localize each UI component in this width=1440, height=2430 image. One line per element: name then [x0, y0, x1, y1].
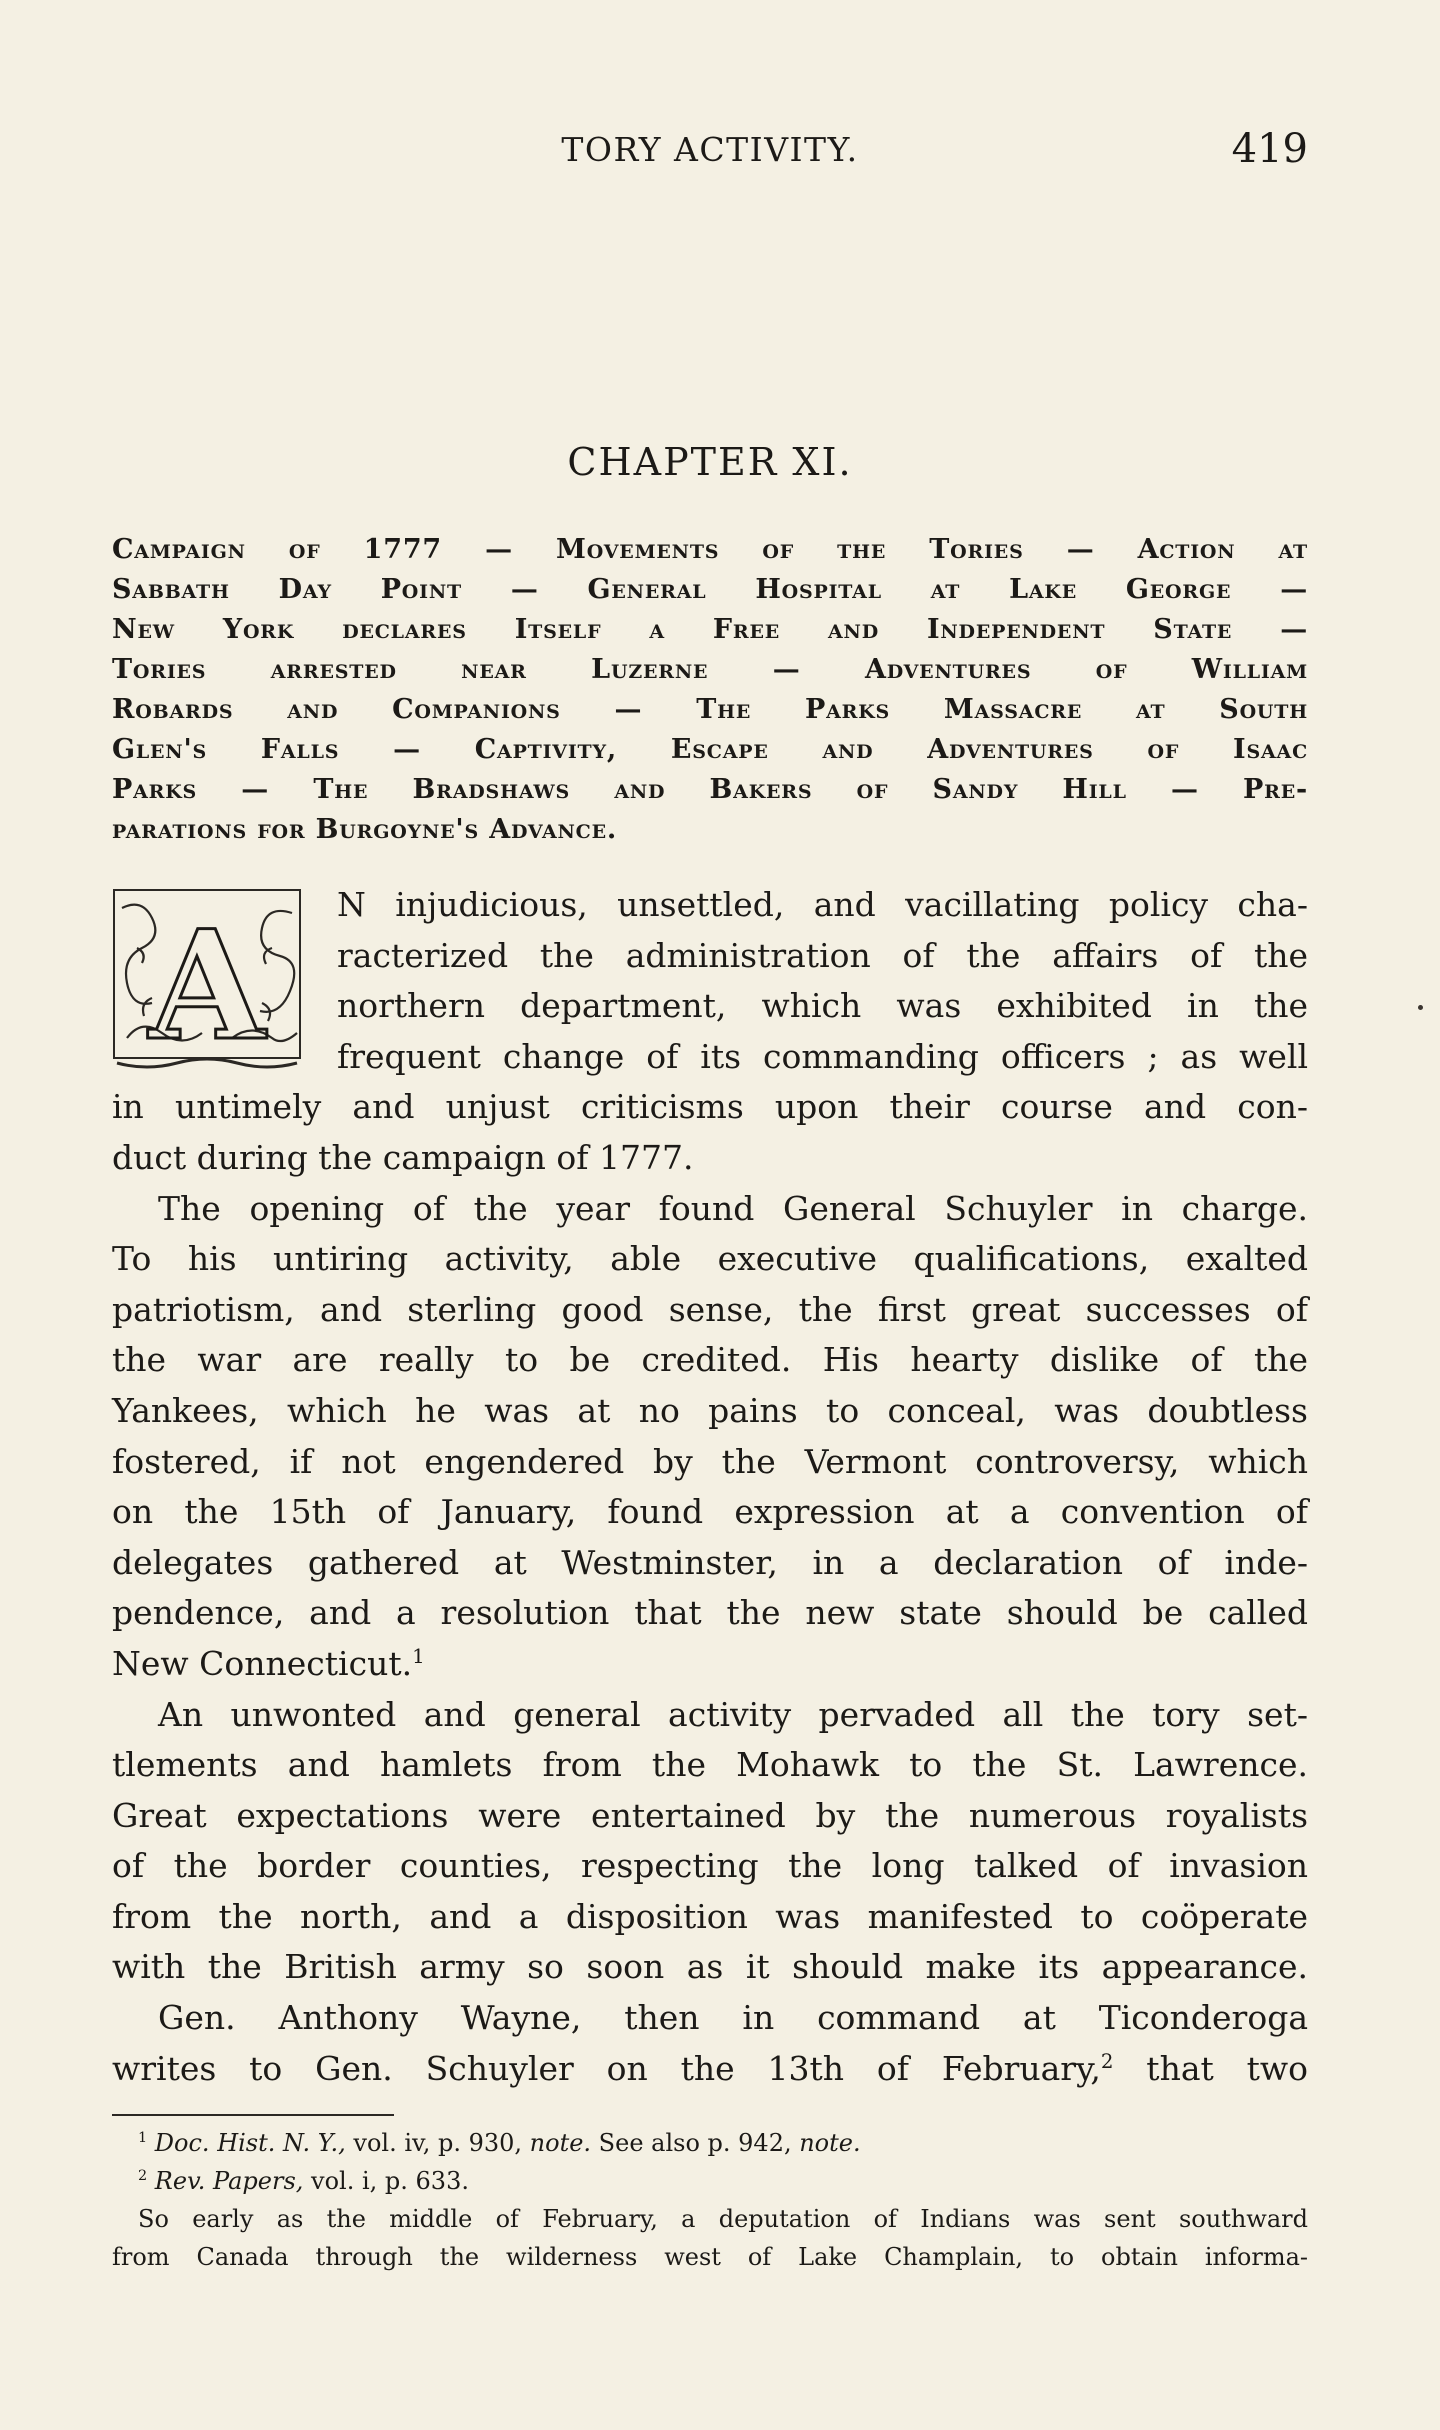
text-line: patriotism, and sterling good sense, the first great successes of: [112, 1289, 1308, 1329]
footnote-text: vol. i, p. 633.: [303, 2167, 469, 2195]
text-line: An unwonted and general activity pervaded all the tory set-: [158, 1694, 1308, 1734]
footnote-mark: 1: [138, 2130, 148, 2146]
footnote-3-line: from Canada through the wilderness west of Lake Champlain, to obtain informa-: [112, 2243, 1308, 2271]
text-line: delegates gathered at Westminster, in a declaration of inde-: [112, 1542, 1308, 1582]
text-line: frequent change of its commanding officers ; as well: [337, 1036, 1308, 1076]
footnote-3-line: So early as the middle of February, a deputation of Indians was sent southward: [138, 2205, 1308, 2233]
text-fragment: writes to Gen. Schuyler on the 13th of February,: [112, 2048, 1101, 2088]
footnote-source: Rev. Papers,: [154, 2167, 304, 2195]
text-fragment: that two: [1113, 2048, 1308, 2088]
footnote-note: note.: [529, 2129, 592, 2157]
footnote-mark: 2: [138, 2168, 148, 2184]
running-head: [112, 126, 1308, 176]
text-line: with the British army so soon as it should make its appearance.: [112, 1947, 1308, 1987]
footnote-text: vol. iv, p. 930,: [345, 2129, 530, 2157]
text-line: To his untiring activity, able executive qualifications, exalted: [112, 1239, 1308, 1279]
chapter-title: CHAPTER XI.: [567, 440, 853, 484]
text-line: [112, 1639, 1308, 1690]
text-fragment: New Connecticut.: [112, 1643, 413, 1683]
text-line: in untimely and unjust criticisms upon their course and con-: [112, 1087, 1308, 1127]
footnote-source: Doc. Hist. N. Y.,: [154, 2129, 346, 2157]
summary-line: Parks — The Bradshaws and Bakers of Sandy Hill — Pre-: [112, 774, 1308, 805]
footnote-ref: 1: [412, 1644, 425, 1668]
summary-line: Robards and Companions — The Parks Massacre at South: [112, 694, 1308, 725]
page-number: 419: [1231, 126, 1308, 172]
text-line: on the 15th of January, found expression at a convention of: [112, 1492, 1308, 1532]
text-line: tlements and hamlets from the Mohawk to the St. Lawrence.: [112, 1745, 1308, 1785]
summary-line: Campaign of 1777 — Movements of the Tories — Action at: [112, 534, 1308, 565]
footnote-text: See also p. 942,: [591, 2129, 800, 2157]
summary-line: New York declares Itself a Free and Independent State —: [112, 614, 1308, 645]
body-text: [112, 880, 1308, 2094]
text-line: Yankees, which he was at no pains to conceal, was doubtless: [112, 1390, 1308, 1430]
text-line: of the border counties, respecting the long talked of invasion: [112, 1846, 1308, 1886]
summary-line: Sabbath Day Point — General Hospital at Lake George —: [112, 574, 1308, 605]
text-line: [112, 2044, 1308, 2095]
text-line: Gen. Anthony Wayne, then in command at Ticonderoga: [158, 1998, 1308, 2038]
summary-line: Glen's Falls — Captivity, Escape and Adventures of Isaac: [112, 734, 1308, 765]
footnote-2: [112, 2162, 1308, 2200]
footnote-rule: [112, 2114, 394, 2116]
text-line: from the north, and a disposition was manifested to coöperate: [112, 1896, 1308, 1936]
text-line: northern department, which was exhibited in the: [337, 986, 1308, 1026]
text-line: The opening of the year found General Schuyler in charge.: [158, 1188, 1308, 1228]
text-line: N injudicious, unsettled, and vacillating policy cha-: [337, 885, 1308, 924]
footnote-ref: 2: [1100, 2049, 1114, 2073]
text-line: pendence, and a resolution that the new state should be called: [112, 1593, 1308, 1633]
text-line: duct during the campaign of 1777.: [112, 1137, 694, 1177]
chapter-summary: [112, 530, 1308, 850]
summary-line: Tories arrested near Luzerne — Adventures of William: [112, 654, 1308, 685]
drop-cap-letter: A: [148, 898, 266, 1073]
text-line: fostered, if not engendered by the Vermont controversy, which: [112, 1441, 1308, 1481]
paper-speck: [1418, 1005, 1423, 1010]
footnote-1: [112, 2124, 1308, 2162]
text-line: the war are really to be credited. His hearty dislike of the: [112, 1340, 1308, 1380]
summary-line: parations for Burgoyne's Advance.: [112, 814, 618, 845]
running-title: TORY ACTIVITY.: [561, 130, 859, 169]
footnote-note: note.: [799, 2129, 861, 2157]
text-line: racterized the administration of the affairs of the: [337, 935, 1308, 975]
text-line: Great expectations were entertained by the numerous royalists: [112, 1795, 1308, 1835]
footnotes: [112, 2124, 1308, 2276]
